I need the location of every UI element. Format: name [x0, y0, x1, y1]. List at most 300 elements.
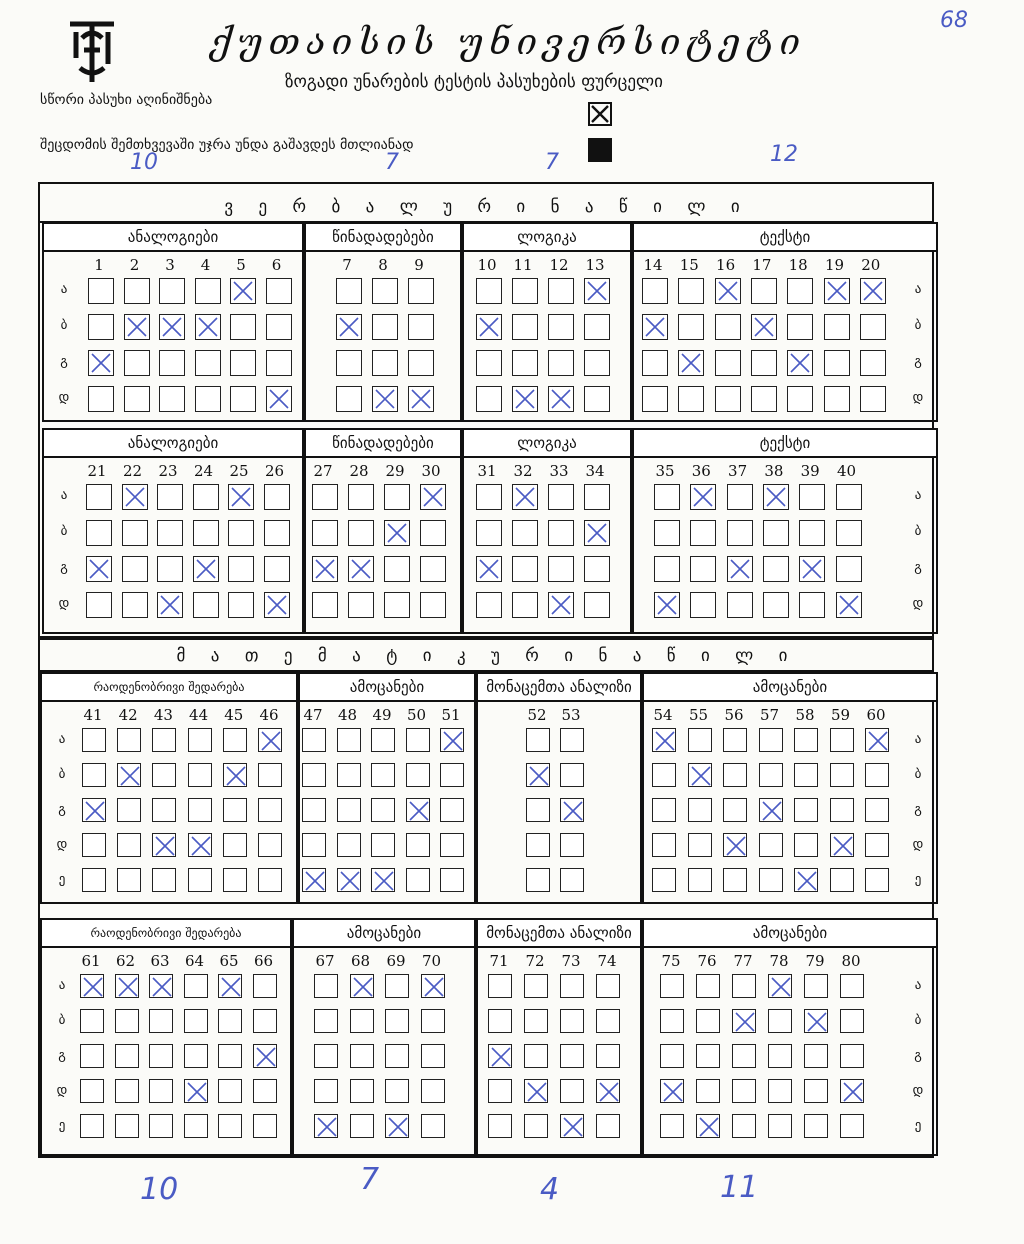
answer-checkbox[interactable] [654, 556, 680, 582]
answer-checkbox[interactable] [560, 833, 584, 857]
answer-checkbox[interactable] [830, 728, 854, 752]
answer-checkbox[interactable] [840, 1114, 864, 1138]
answer-checkbox[interactable] [149, 974, 173, 998]
answer-checkbox[interactable] [218, 1009, 242, 1033]
answer-checkbox[interactable] [258, 868, 282, 892]
answer-checkbox[interactable] [184, 1079, 208, 1103]
answer-checkbox[interactable] [223, 833, 247, 857]
answer-checkbox[interactable] [258, 798, 282, 822]
answer-checkbox[interactable] [371, 763, 395, 787]
answer-checkbox[interactable] [408, 350, 434, 376]
answer-checkbox[interactable] [115, 974, 139, 998]
answer-checkbox[interactable] [124, 278, 150, 304]
answer-checkbox[interactable] [799, 592, 825, 618]
answer-checkbox[interactable] [723, 833, 747, 857]
answer-checkbox[interactable] [526, 833, 550, 857]
answer-checkbox[interactable] [420, 556, 446, 582]
answer-checkbox[interactable] [421, 974, 445, 998]
answer-checkbox[interactable] [759, 868, 783, 892]
answer-checkbox[interactable] [840, 1044, 864, 1068]
answer-checkbox[interactable] [512, 350, 538, 376]
answer-checkbox[interactable] [314, 1044, 338, 1068]
answer-checkbox[interactable] [350, 1009, 374, 1033]
answer-checkbox[interactable] [348, 556, 374, 582]
answer-checkbox[interactable] [228, 520, 254, 546]
answer-checkbox[interactable] [596, 974, 620, 998]
answer-checkbox[interactable] [117, 728, 141, 752]
answer-checkbox[interactable] [337, 868, 361, 892]
answer-checkbox[interactable] [88, 386, 114, 412]
answer-checkbox[interactable] [385, 974, 409, 998]
answer-checkbox[interactable] [122, 556, 148, 582]
answer-checkbox[interactable] [794, 763, 818, 787]
answer-checkbox[interactable] [548, 350, 574, 376]
answer-checkbox[interactable] [385, 1079, 409, 1103]
answer-checkbox[interactable] [476, 592, 502, 618]
answer-checkbox[interactable] [696, 1009, 720, 1033]
answer-checkbox[interactable] [840, 1009, 864, 1033]
answer-checkbox[interactable] [787, 386, 813, 412]
answer-checkbox[interactable] [768, 1044, 792, 1068]
answer-checkbox[interactable] [768, 974, 792, 998]
answer-checkbox[interactable] [184, 974, 208, 998]
answer-checkbox[interactable] [264, 484, 290, 510]
answer-checkbox[interactable] [184, 1009, 208, 1033]
answer-checkbox[interactable] [763, 484, 789, 510]
answer-checkbox[interactable] [488, 974, 512, 998]
answer-checkbox[interactable] [266, 350, 292, 376]
answer-checkbox[interactable] [188, 833, 212, 857]
answer-checkbox[interactable] [406, 763, 430, 787]
answer-checkbox[interactable] [678, 386, 704, 412]
answer-checkbox[interactable] [406, 868, 430, 892]
answer-checkbox[interactable] [836, 520, 862, 546]
answer-checkbox[interactable] [350, 1079, 374, 1103]
answer-checkbox[interactable] [830, 868, 854, 892]
answer-checkbox[interactable] [230, 350, 256, 376]
answer-checkbox[interactable] [88, 350, 114, 376]
answer-checkbox[interactable] [836, 556, 862, 582]
answer-checkbox[interactable] [804, 1079, 828, 1103]
answer-checkbox[interactable] [350, 1044, 374, 1068]
answer-checkbox[interactable] [696, 974, 720, 998]
answer-checkbox[interactable] [768, 1009, 792, 1033]
answer-checkbox[interactable] [512, 556, 538, 582]
answer-checkbox[interactable] [763, 556, 789, 582]
answer-checkbox[interactable] [253, 1009, 277, 1033]
answer-checkbox[interactable] [302, 798, 326, 822]
answer-checkbox[interactable] [824, 386, 850, 412]
answer-checkbox[interactable] [302, 728, 326, 752]
answer-checkbox[interactable] [385, 1009, 409, 1033]
answer-checkbox[interactable] [476, 278, 502, 304]
answer-checkbox[interactable] [584, 592, 610, 618]
answer-checkbox[interactable] [302, 763, 326, 787]
answer-checkbox[interactable] [149, 1044, 173, 1068]
answer-checkbox[interactable] [690, 484, 716, 510]
answer-checkbox[interactable] [688, 728, 712, 752]
answer-checkbox[interactable] [420, 484, 446, 510]
answer-checkbox[interactable] [421, 1079, 445, 1103]
answer-checkbox[interactable] [82, 868, 106, 892]
answer-checkbox[interactable] [312, 520, 338, 546]
answer-checkbox[interactable] [732, 974, 756, 998]
answer-checkbox[interactable] [512, 484, 538, 510]
answer-checkbox[interactable] [124, 314, 150, 340]
answer-checkbox[interactable] [548, 520, 574, 546]
answer-checkbox[interactable] [350, 1114, 374, 1138]
answer-checkbox[interactable] [584, 314, 610, 340]
answer-checkbox[interactable] [228, 556, 254, 582]
answer-checkbox[interactable] [80, 1044, 104, 1068]
answer-checkbox[interactable] [314, 1079, 338, 1103]
answer-checkbox[interactable] [264, 592, 290, 618]
answer-checkbox[interactable] [688, 798, 712, 822]
answer-checkbox[interactable] [584, 556, 610, 582]
answer-checkbox[interactable] [732, 1044, 756, 1068]
answer-checkbox[interactable] [723, 868, 747, 892]
answer-checkbox[interactable] [652, 833, 676, 857]
answer-checkbox[interactable] [548, 314, 574, 340]
answer-checkbox[interactable] [223, 868, 247, 892]
answer-checkbox[interactable] [337, 728, 361, 752]
answer-checkbox[interactable] [865, 833, 889, 857]
answer-checkbox[interactable] [223, 798, 247, 822]
answer-checkbox[interactable] [152, 798, 176, 822]
answer-checkbox[interactable] [715, 386, 741, 412]
answer-checkbox[interactable] [763, 592, 789, 618]
answer-checkbox[interactable] [688, 868, 712, 892]
answer-checkbox[interactable] [440, 798, 464, 822]
answer-checkbox[interactable] [266, 314, 292, 340]
answer-checkbox[interactable] [348, 484, 374, 510]
answer-checkbox[interactable] [406, 728, 430, 752]
answer-checkbox[interactable] [372, 278, 398, 304]
answer-checkbox[interactable] [865, 798, 889, 822]
answer-checkbox[interactable] [652, 763, 676, 787]
answer-checkbox[interactable] [824, 278, 850, 304]
answer-checkbox[interactable] [188, 728, 212, 752]
answer-checkbox[interactable] [159, 278, 185, 304]
answer-checkbox[interactable] [337, 798, 361, 822]
answer-checkbox[interactable] [440, 763, 464, 787]
answer-checkbox[interactable] [86, 520, 112, 546]
answer-checkbox[interactable] [195, 386, 221, 412]
answer-checkbox[interactable] [526, 868, 550, 892]
answer-checkbox[interactable] [799, 556, 825, 582]
answer-checkbox[interactable] [195, 278, 221, 304]
answer-checkbox[interactable] [476, 350, 502, 376]
answer-checkbox[interactable] [512, 278, 538, 304]
answer-checkbox[interactable] [440, 728, 464, 752]
answer-checkbox[interactable] [860, 386, 886, 412]
answer-checkbox[interactable] [86, 592, 112, 618]
answer-checkbox[interactable] [860, 278, 886, 304]
answer-checkbox[interactable] [312, 484, 338, 510]
answer-checkbox[interactable] [258, 833, 282, 857]
answer-checkbox[interactable] [787, 278, 813, 304]
answer-checkbox[interactable] [488, 1009, 512, 1033]
answer-checkbox[interactable] [560, 1079, 584, 1103]
answer-checkbox[interactable] [314, 1114, 338, 1138]
answer-checkbox[interactable] [727, 592, 753, 618]
answer-checkbox[interactable] [218, 974, 242, 998]
answer-checkbox[interactable] [124, 386, 150, 412]
answer-checkbox[interactable] [149, 1009, 173, 1033]
answer-checkbox[interactable] [584, 386, 610, 412]
answer-checkbox[interactable] [193, 592, 219, 618]
answer-checkbox[interactable] [336, 314, 362, 340]
answer-checkbox[interactable] [727, 520, 753, 546]
answer-checkbox[interactable] [152, 728, 176, 752]
answer-checkbox[interactable] [302, 833, 326, 857]
answer-checkbox[interactable] [865, 763, 889, 787]
answer-checkbox[interactable] [159, 350, 185, 376]
answer-checkbox[interactable] [384, 484, 410, 510]
answer-checkbox[interactable] [253, 1079, 277, 1103]
answer-checkbox[interactable] [804, 974, 828, 998]
answer-checkbox[interactable] [678, 314, 704, 340]
answer-checkbox[interactable] [80, 1079, 104, 1103]
answer-checkbox[interactable] [80, 974, 104, 998]
answer-checkbox[interactable] [488, 1114, 512, 1138]
answer-checkbox[interactable] [524, 1114, 548, 1138]
answer-checkbox[interactable] [548, 278, 574, 304]
answer-checkbox[interactable] [115, 1009, 139, 1033]
answer-checkbox[interactable] [560, 728, 584, 752]
answer-checkbox[interactable] [596, 1044, 620, 1068]
answer-checkbox[interactable] [723, 763, 747, 787]
answer-checkbox[interactable] [184, 1044, 208, 1068]
answer-checkbox[interactable] [266, 278, 292, 304]
answer-checkbox[interactable] [768, 1079, 792, 1103]
answer-checkbox[interactable] [372, 314, 398, 340]
answer-checkbox[interactable] [406, 833, 430, 857]
answer-checkbox[interactable] [115, 1114, 139, 1138]
answer-checkbox[interactable] [584, 350, 610, 376]
answer-checkbox[interactable] [188, 798, 212, 822]
answer-checkbox[interactable] [117, 868, 141, 892]
answer-checkbox[interactable] [836, 592, 862, 618]
answer-checkbox[interactable] [122, 520, 148, 546]
answer-checkbox[interactable] [548, 484, 574, 510]
answer-checkbox[interactable] [799, 484, 825, 510]
answer-checkbox[interactable] [690, 556, 716, 582]
answer-checkbox[interactable] [678, 350, 704, 376]
answer-checkbox[interactable] [512, 386, 538, 412]
answer-checkbox[interactable] [696, 1114, 720, 1138]
answer-checkbox[interactable] [82, 833, 106, 857]
answer-checkbox[interactable] [82, 728, 106, 752]
answer-checkbox[interactable] [82, 798, 106, 822]
answer-checkbox[interactable] [865, 868, 889, 892]
answer-checkbox[interactable] [652, 868, 676, 892]
answer-checkbox[interactable] [117, 833, 141, 857]
answer-checkbox[interactable] [149, 1114, 173, 1138]
answer-checkbox[interactable] [794, 833, 818, 857]
answer-checkbox[interactable] [117, 798, 141, 822]
answer-checkbox[interactable] [312, 556, 338, 582]
answer-checkbox[interactable] [223, 763, 247, 787]
answer-checkbox[interactable] [122, 484, 148, 510]
answer-checkbox[interactable] [157, 484, 183, 510]
answer-checkbox[interactable] [654, 520, 680, 546]
answer-checkbox[interactable] [193, 484, 219, 510]
answer-checkbox[interactable] [751, 350, 777, 376]
answer-checkbox[interactable] [732, 1009, 756, 1033]
answer-checkbox[interactable] [652, 798, 676, 822]
answer-checkbox[interactable] [157, 520, 183, 546]
answer-checkbox[interactable] [476, 484, 502, 510]
answer-checkbox[interactable] [488, 1044, 512, 1068]
answer-checkbox[interactable] [654, 484, 680, 510]
answer-checkbox[interactable] [830, 798, 854, 822]
answer-checkbox[interactable] [584, 278, 610, 304]
answer-checkbox[interactable] [715, 314, 741, 340]
answer-checkbox[interactable] [80, 1009, 104, 1033]
answer-checkbox[interactable] [348, 592, 374, 618]
answer-checkbox[interactable] [385, 1114, 409, 1138]
answer-checkbox[interactable] [584, 520, 610, 546]
answer-checkbox[interactable] [642, 278, 668, 304]
answer-checkbox[interactable] [840, 1079, 864, 1103]
answer-checkbox[interactable] [152, 833, 176, 857]
answer-checkbox[interactable] [218, 1114, 242, 1138]
answer-checkbox[interactable] [408, 278, 434, 304]
answer-checkbox[interactable] [371, 728, 395, 752]
answer-checkbox[interactable] [228, 484, 254, 510]
answer-checkbox[interactable] [440, 833, 464, 857]
answer-checkbox[interactable] [264, 520, 290, 546]
answer-checkbox[interactable] [86, 556, 112, 582]
answer-checkbox[interactable] [302, 868, 326, 892]
answer-checkbox[interactable] [420, 592, 446, 618]
answer-checkbox[interactable] [723, 798, 747, 822]
answer-checkbox[interactable] [230, 386, 256, 412]
answer-checkbox[interactable] [115, 1079, 139, 1103]
answer-checkbox[interactable] [488, 1079, 512, 1103]
answer-checkbox[interactable] [660, 1114, 684, 1138]
answer-checkbox[interactable] [688, 763, 712, 787]
answer-checkbox[interactable] [688, 833, 712, 857]
answer-checkbox[interactable] [157, 592, 183, 618]
answer-checkbox[interactable] [560, 798, 584, 822]
answer-checkbox[interactable] [804, 1114, 828, 1138]
answer-checkbox[interactable] [384, 556, 410, 582]
answer-checkbox[interactable] [678, 278, 704, 304]
answer-checkbox[interactable] [824, 314, 850, 340]
answer-checkbox[interactable] [860, 314, 886, 340]
answer-checkbox[interactable] [584, 484, 610, 510]
answer-checkbox[interactable] [88, 314, 114, 340]
answer-checkbox[interactable] [195, 314, 221, 340]
answer-checkbox[interactable] [596, 1079, 620, 1103]
answer-checkbox[interactable] [715, 278, 741, 304]
answer-checkbox[interactable] [794, 798, 818, 822]
answer-checkbox[interactable] [159, 314, 185, 340]
answer-checkbox[interactable] [421, 1114, 445, 1138]
answer-checkbox[interactable] [751, 314, 777, 340]
answer-checkbox[interactable] [524, 974, 548, 998]
answer-checkbox[interactable] [787, 350, 813, 376]
answer-checkbox[interactable] [159, 386, 185, 412]
answer-checkbox[interactable] [406, 798, 430, 822]
answer-checkbox[interactable] [372, 386, 398, 412]
answer-checkbox[interactable] [794, 868, 818, 892]
answer-checkbox[interactable] [799, 520, 825, 546]
answer-checkbox[interactable] [124, 350, 150, 376]
answer-checkbox[interactable] [218, 1079, 242, 1103]
answer-checkbox[interactable] [476, 556, 502, 582]
answer-checkbox[interactable] [122, 592, 148, 618]
answer-checkbox[interactable] [80, 1114, 104, 1138]
answer-checkbox[interactable] [512, 314, 538, 340]
answer-checkbox[interactable] [371, 868, 395, 892]
answer-checkbox[interactable] [727, 484, 753, 510]
answer-checkbox[interactable] [696, 1079, 720, 1103]
answer-checkbox[interactable] [228, 592, 254, 618]
answer-checkbox[interactable] [230, 278, 256, 304]
answer-checkbox[interactable] [642, 386, 668, 412]
answer-checkbox[interactable] [524, 1079, 548, 1103]
answer-checkbox[interactable] [230, 314, 256, 340]
answer-checkbox[interactable] [476, 386, 502, 412]
answer-checkbox[interactable] [336, 350, 362, 376]
answer-checkbox[interactable] [751, 386, 777, 412]
answer-checkbox[interactable] [440, 868, 464, 892]
answer-checkbox[interactable] [253, 1044, 277, 1068]
answer-checkbox[interactable] [660, 974, 684, 998]
answer-checkbox[interactable] [421, 1009, 445, 1033]
answer-checkbox[interactable] [337, 763, 361, 787]
answer-checkbox[interactable] [560, 1009, 584, 1033]
answer-checkbox[interactable] [526, 798, 550, 822]
answer-checkbox[interactable] [258, 763, 282, 787]
answer-checkbox[interactable] [751, 278, 777, 304]
answer-checkbox[interactable] [660, 1079, 684, 1103]
answer-checkbox[interactable] [830, 763, 854, 787]
answer-checkbox[interactable] [660, 1044, 684, 1068]
answer-checkbox[interactable] [768, 1114, 792, 1138]
answer-checkbox[interactable] [560, 1044, 584, 1068]
answer-checkbox[interactable] [560, 763, 584, 787]
answer-checkbox[interactable] [157, 556, 183, 582]
answer-checkbox[interactable] [652, 728, 676, 752]
answer-checkbox[interactable] [188, 763, 212, 787]
answer-checkbox[interactable] [830, 833, 854, 857]
answer-checkbox[interactable] [836, 484, 862, 510]
answer-checkbox[interactable] [86, 484, 112, 510]
answer-checkbox[interactable] [350, 974, 374, 998]
answer-checkbox[interactable] [596, 1009, 620, 1033]
answer-checkbox[interactable] [336, 278, 362, 304]
answer-checkbox[interactable] [337, 833, 361, 857]
answer-checkbox[interactable] [727, 556, 753, 582]
answer-checkbox[interactable] [348, 520, 374, 546]
answer-checkbox[interactable] [476, 520, 502, 546]
answer-checkbox[interactable] [759, 728, 783, 752]
answer-checkbox[interactable] [548, 556, 574, 582]
answer-checkbox[interactable] [188, 868, 212, 892]
answer-checkbox[interactable] [253, 1114, 277, 1138]
answer-checkbox[interactable] [152, 868, 176, 892]
answer-checkbox[interactable] [82, 763, 106, 787]
answer-checkbox[interactable] [258, 728, 282, 752]
answer-checkbox[interactable] [184, 1114, 208, 1138]
answer-checkbox[interactable] [732, 1114, 756, 1138]
answer-checkbox[interactable] [195, 350, 221, 376]
answer-checkbox[interactable] [476, 314, 502, 340]
